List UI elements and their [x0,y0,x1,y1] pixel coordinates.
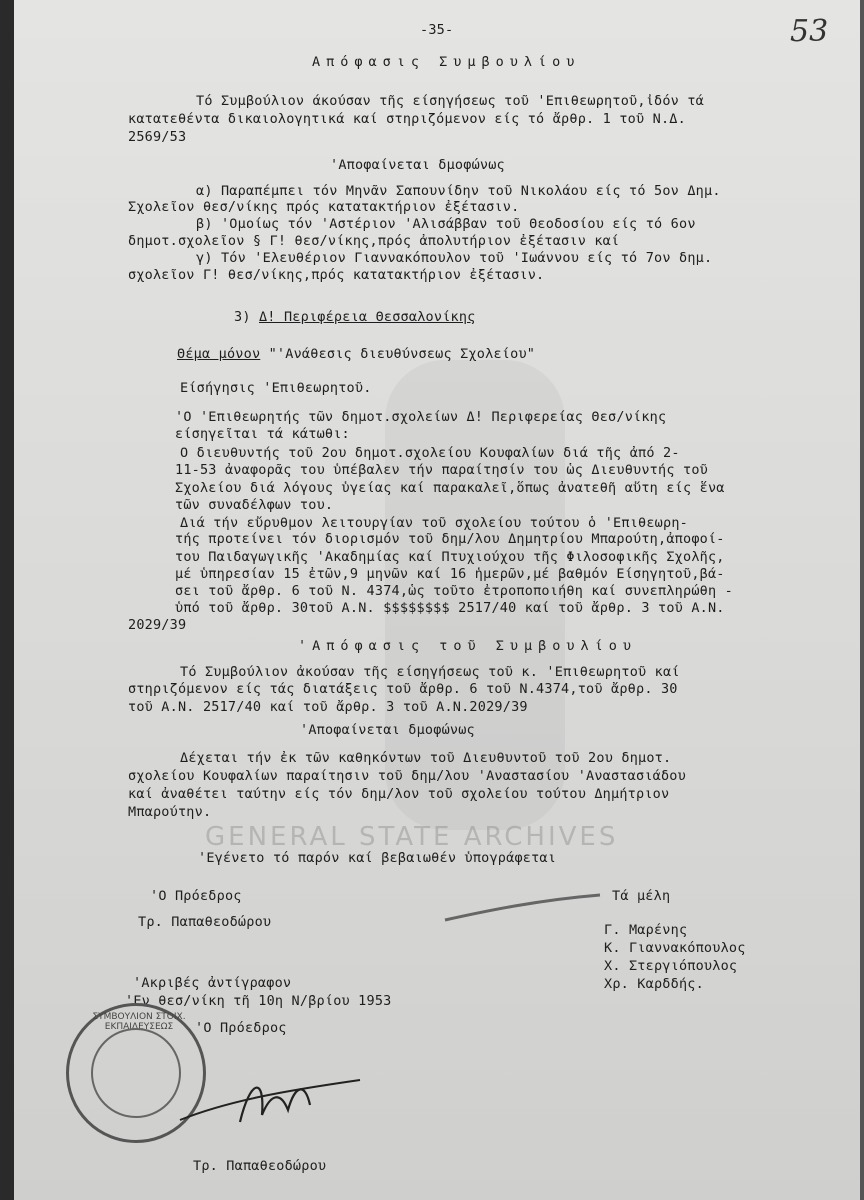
text-line-h2: 'Αποφαίνεται δμοφώνως [330,157,505,173]
text-line-f7: 2029/39 [128,617,187,633]
text-line-theme: Θέμα μόνον "'Ανάθεσις διευθύνσεως Σχολείου" [177,346,536,362]
text-line-pres: 'Ο Πρόεδρος [150,888,242,904]
text-line-c1: γ) Τόν 'Ελευθέριον Γιαννακόπουλον τοῦ 'Ιωάννου είς τό 7ον δημ. [196,250,713,266]
scan-right-edge [860,0,864,1200]
text-line-presn: Τρ. Παπαθεοδώρου [138,914,272,930]
text-line-k1: Δέχεται τήν ἐκ τῶν καθηκόντων τοῦ Διευθυντοῦ τοῦ 2ου δημοτ. [180,750,672,766]
text-line-p1a: Τό Συμβούλιον άκούσαν τῆς είσηγήσεως τοῦ 'Επιθεωρητοῦ,ἰδόν τά [196,93,704,109]
text-line-f6: ὑπό τοῦ ἄρθρ. 30τοῦ Α.Ν. $$$$$$$$ 2517/40 καί τοῦ ἄρθρ. 3 τοῦ Α.Ν. [175,600,725,616]
pen-stroke-mark [440,890,610,930]
stamp-inner-ring [91,1028,181,1118]
text-line-a1: α) Παραπέμπει τόν Μηνᾶν Σαπουνίδην τοῦ Νικολάου είς τό 5ον Δημ. [196,183,721,199]
text-line-f1: Διά τήν εὔρυθμον λειτουργίαν τοῦ σχολείου τούτου ὁ 'Επιθεωρη- [180,515,688,531]
text-line-copy4: Τρ. Παπαθεοδώρου [193,1158,327,1174]
text-line-e5: Σχολείου διά λόγους ὑγείας καί παρακαλεῖ,ὅπως ἀνατεθῆ αὕτη είς ἕνα [175,480,725,496]
text-line-copy3: 'Ο Πρόεδρος [195,1020,287,1036]
text-line-mem: Τά μέλη [612,888,671,904]
text-line-eis: Είσήγησις 'Επιθεωρητοῦ. [180,380,372,396]
text-line-f4: μέ ὑπηρεσίαν 15 ἐτῶν,9 μηνῶν καί 16 ἡμερῶν,μέ βαθμόν Είσηγητοῦ,βά- [175,566,725,582]
text-line-g2: στηριζόμενον είς τάς διατάξεις τοῦ ἄρθρ. 6 τοῦ Ν.4374,τοῦ ἄρθρ. 30 [128,681,678,697]
text-line-m4: Χρ. Καρδδής. [604,976,704,992]
text-line-copy2: 'Εν θεσ/νίκη τῆ 10η Ν/βρίου 1953 [125,993,392,1009]
text-line-s3: 3) Δ! Περιφέρεια Θεσσαλονίκης [234,309,476,325]
text-line-h1: Απόφασις Συμβουλίου [312,54,581,70]
text-line-f3: του Παιδαγωγικῆς 'Ακαδημίας καί Πτυχιούχου τῆς Φιλοσοφικῆς Σχολῆς, [175,549,725,565]
text-line-g1: Τό Συμβούλιον ἀκούσαν τῆς είσηγήσεως τοῦ κ. 'Επιθεωρητοῦ καί [180,664,680,680]
text-line-k2: σχολείου Κουφαλίων παραίτησιν τοῦ δημ/λου 'Αναστασίου 'Αναστασιάδου [128,768,686,784]
page-number: -35- [420,22,454,38]
text-line-b2: δημοτ.σχολεῖον § Γ! θεσ/νίκης,πρός ἀπολυτήριον ἐξέτασιν καί [128,233,620,249]
text-line-e4: 11-53 ἀναφορᾶς του ὑπέβαλεν τήν παραίτησίν του ὡς Διευθυντής τοῦ [175,462,708,478]
text-line-h4: 'Αποφαίνεται δμοφώνως [300,722,475,738]
text-line-f2: τής προτείνει τόν διορισμόν τοῦ δημ/λου Δημητρίου Μπαρούτη,ἀποφοί- [175,531,725,547]
text-line-p1b: κατατεθέντα δικαιολογητικά καί στηριζόμενον είς τό ἄρθρ. 1 τοῦ Ν.Δ. [128,111,686,127]
text-line-k4: Μπαρούτην. [128,804,212,820]
stamp-text: ΣΥΜΒΟΥΛΙΟΝ ΣΤΟΙΧ. ΕΚΠΑΙΔΕΥΣΕΩΣ [92,1012,186,1032]
scan-left-edge [0,0,14,1200]
text-line-p1c: 2569/53 [128,129,187,145]
text-line-f5: σει τοῦ ἄρθρ. 6 τοῦ Ν. 4374,ὡς τοῦτο ἐτροποποιήθη καί συνεπληρώθη - [175,583,733,599]
text-line-a2: Σχολεῖον θεσ/νίκης πρός κατατακτήριον ἐξέτασιν. [128,199,520,215]
text-line-m1: Γ. Μαρένης [604,922,688,938]
text-line-k3: καί ἀναθέτει ταύτην είς τόν δημ/λον τοῦ σχολείου τούτου Δημήτριον [128,786,670,802]
handwritten-folio-number: 53 [790,14,829,49]
text-line-b1: β) 'Ομοίως τόν 'Αστέριον 'Αλισάββαν τοῦ Θεοδοσίου είς τό 6ον [196,216,696,232]
text-line-e2: είσηγεῖται τά κάτωθι: [175,426,350,442]
text-line-e3: Ο διευθυντής τοῦ 2ου δημοτ.σχολείου Κουφαλίων διά τῆς ἀπό 2- [180,445,680,461]
text-line-copy1: 'Ακριβές ἀντίγραφον [133,975,292,991]
text-line-h3: 'Απόφασις τοῦ Συμβουλίου [298,638,638,654]
text-line-e1: 'Ο 'Επιθεωρητής τῶν δημοτ.σχολείων Δ! Περιφερείας Θεσ/νίκης [175,409,667,425]
text-line-m3: Χ. Στεργιόπουλος [604,958,738,974]
handwritten-signature [170,1060,370,1140]
text-line-c2: σχολεῖον Γ! θεσ/νίκης,πρός κατατακτήριον ἐξέτασιν. [128,267,545,283]
text-line-m2: Κ. Γιαννακόπουλος [604,940,746,956]
text-line-fin: 'Εγένετο τό παρόν καί βεβαιωθέν ὑπογράφεται [198,850,557,866]
archive-watermark: GENERAL STATE ARCHIVES [205,822,619,852]
text-line-e6: τῶν συναδέλφων του. [175,497,334,513]
text-line-g3: τοῦ Α.Ν. 2517/40 καί τοῦ ἄρθρ. 3 τοῦ Α.Ν.2029/39 [128,699,528,715]
